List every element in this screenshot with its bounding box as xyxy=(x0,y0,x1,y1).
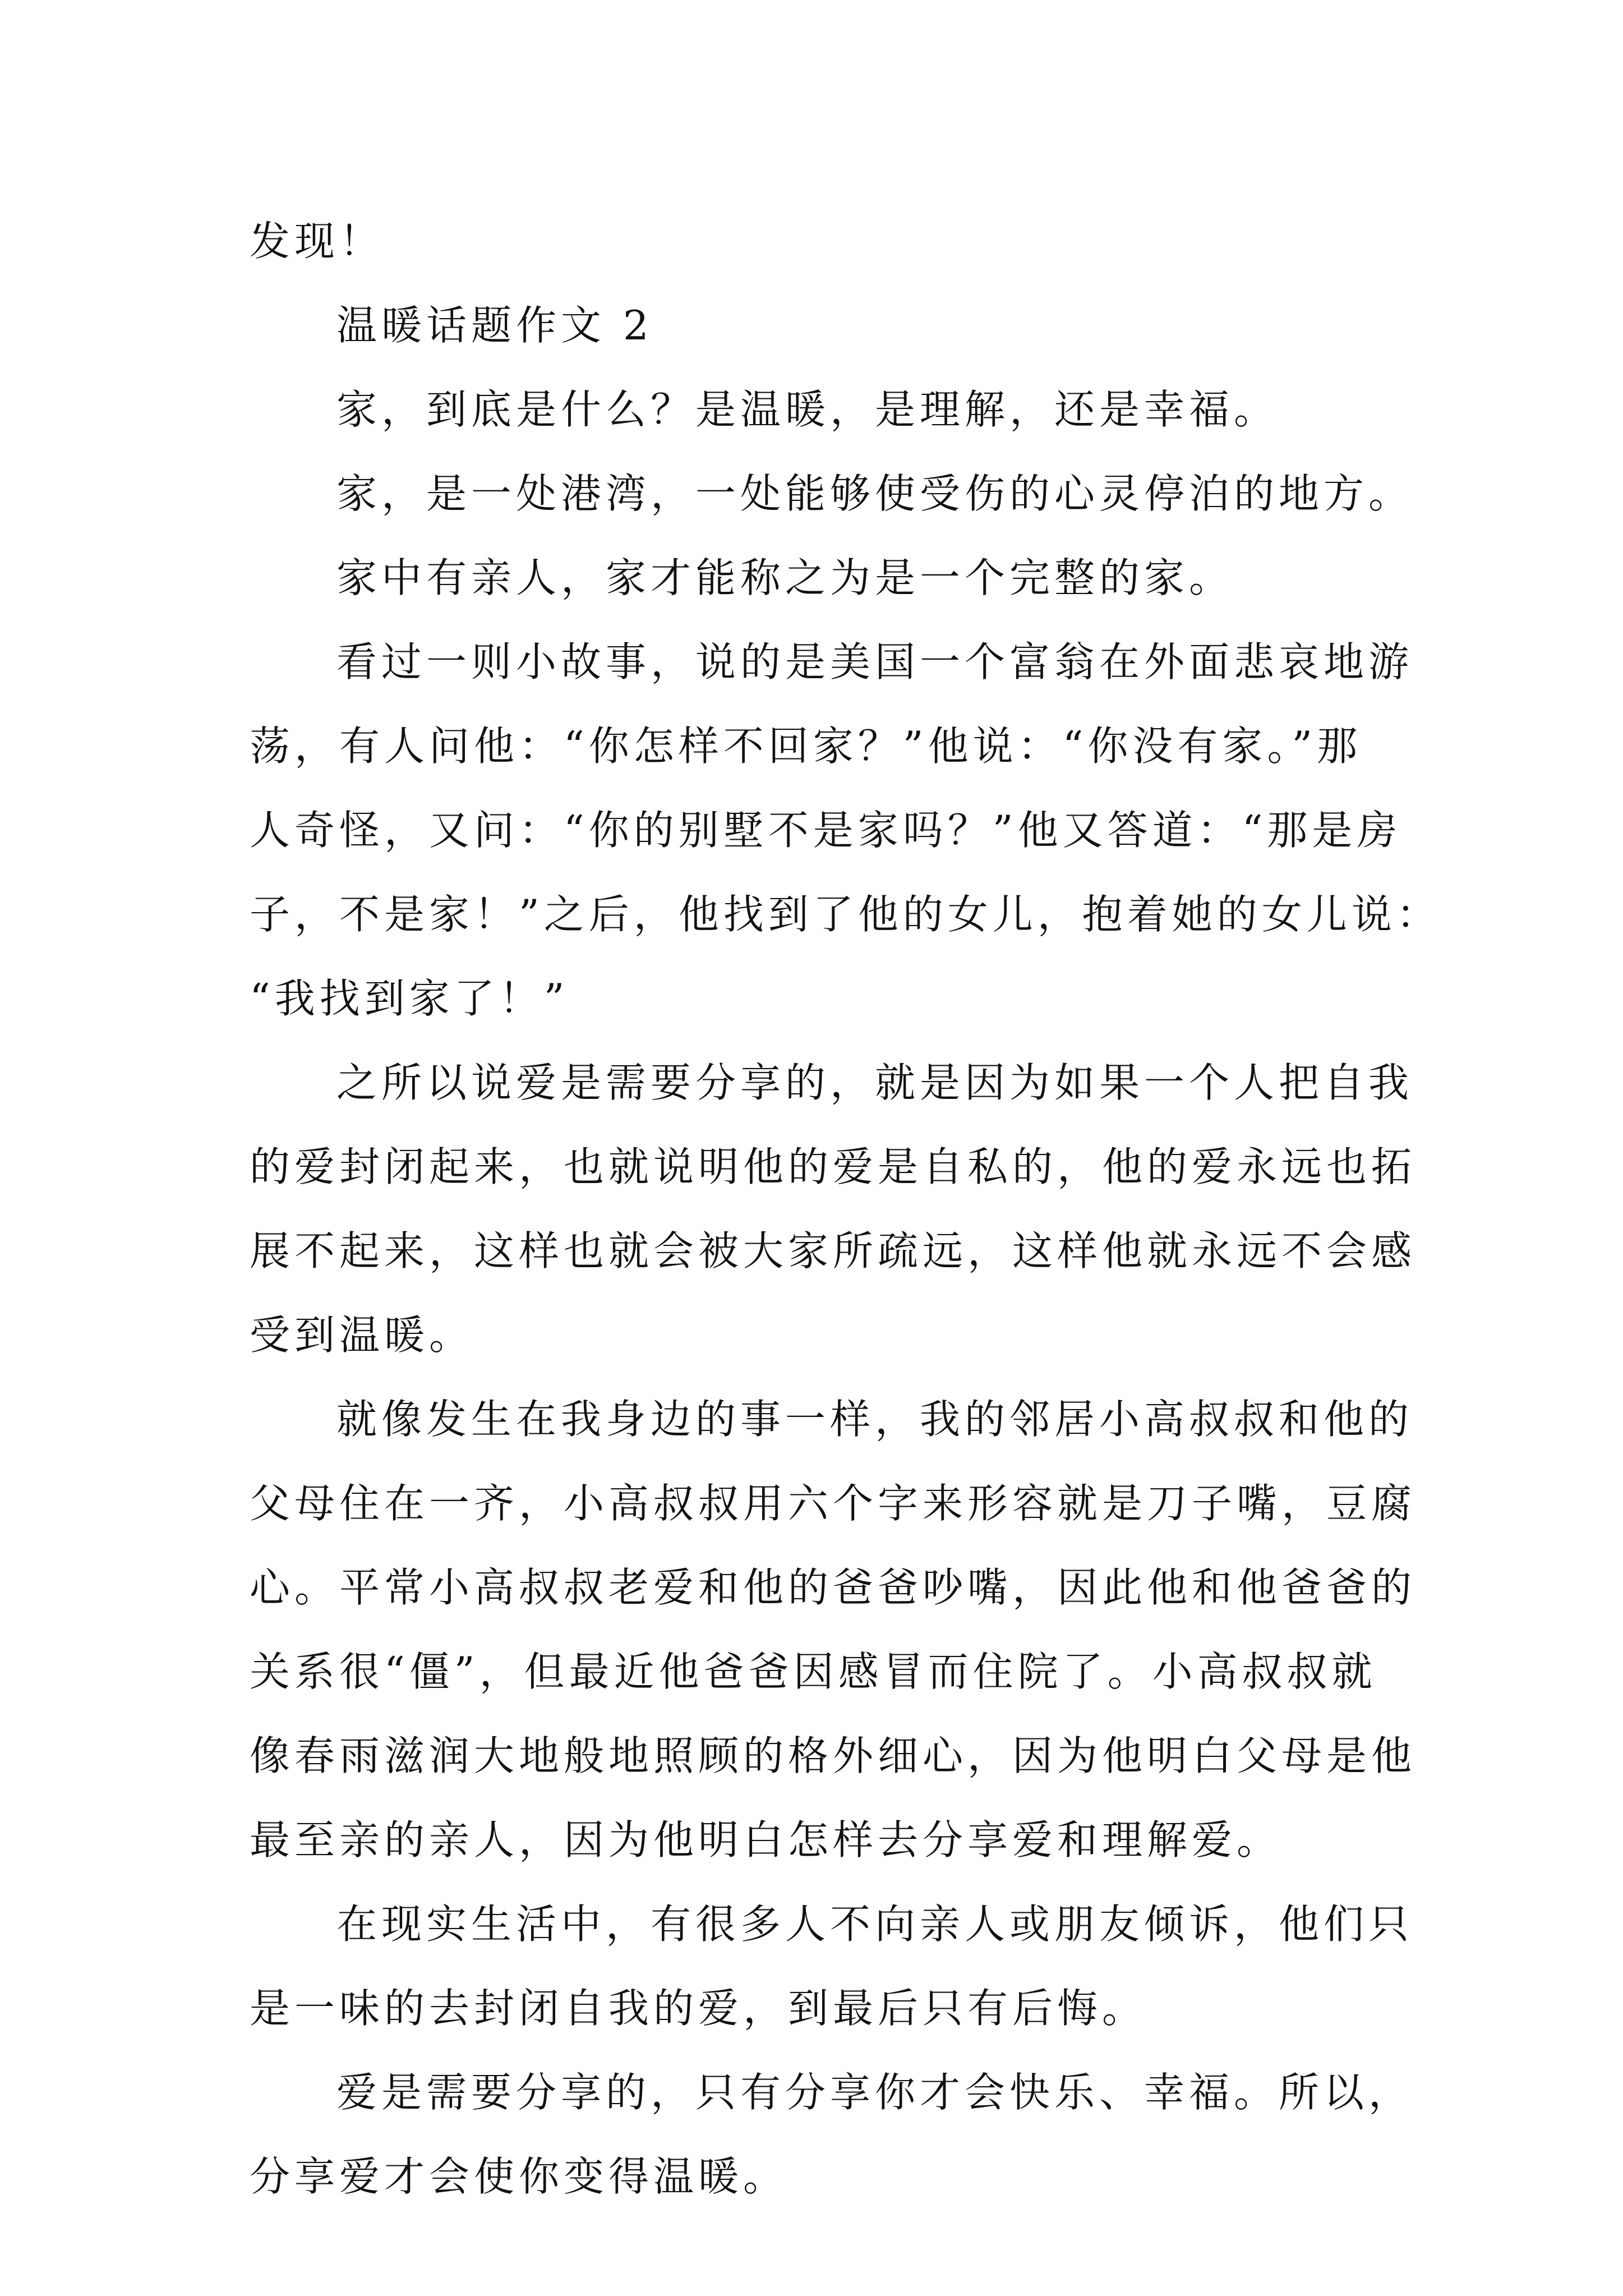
text-line: 爱是需要分享的，只有分享你才会快乐、幸福。所以， xyxy=(336,2069,1414,2116)
text-line: 荡，有人问他：“你怎样不回家？”他说：“你没有家。”那 xyxy=(250,723,1362,770)
text-line: 受到温暖。 xyxy=(250,1312,474,1359)
text-line: 关系很“僵”，但最近他爸爸因感冒而住院了。小高叔叔就 xyxy=(250,1648,1377,1695)
text-line: 展不起来，这样也就会被大家所疏远，这样他就永远不会感 xyxy=(250,1227,1417,1274)
text-line: 像春雨滋润大地般地照顾的格外细心，因为他明白父母是他 xyxy=(250,1732,1417,1779)
text-line: 家，是一处港湾，一处能够使受伤的心灵停泊的地方。 xyxy=(336,470,1414,517)
text-line: 心。平常小高叔叔老爱和他的爸爸吵嘴，因此他和他爸爸的 xyxy=(250,1564,1417,1611)
text-line: 是一味的去封闭自我的爱，到最后只有后悔。 xyxy=(250,1985,1147,2032)
text-line: 人奇怪，又问：“你的别墅不是家吗？”他又答道：“那是房 xyxy=(250,807,1402,854)
text-line: 最至亲的亲人，因为他明白怎样去分享爱和理解爱。 xyxy=(250,1816,1282,1864)
text-line: 父母住在一齐，小高叔叔用六个字来形容就是刀子嘴，豆腐 xyxy=(250,1480,1417,1527)
essay-title: 温暖话题作文 2 xyxy=(336,302,653,349)
text-line: 之所以说爱是需要分享的，就是因为如果一个人把自我 xyxy=(336,1059,1414,1106)
text-line: 家，到底是什么？是温暖，是理解，还是幸福。 xyxy=(336,386,1279,433)
text-line: 发现！ xyxy=(250,218,385,265)
text-line: 看过一则小故事，说的是美国一个富翁在外面悲哀地游 xyxy=(336,638,1414,685)
text-line: 家中有亲人，家才能称之为是一个完整的家。 xyxy=(336,554,1234,601)
text-line: 的爱封闭起来，也就说明他的爱是自私的，他的爱永远也拓 xyxy=(250,1143,1417,1190)
text-line: 分享爱才会使你变得温暖。 xyxy=(250,2153,789,2200)
text-line: “我找到家了！” xyxy=(250,975,569,1022)
text-line: 在现实生活中，有很多人不向亲人或朋友倾诉，他们只 xyxy=(336,1901,1414,1948)
text-line: 子，不是家！”之后，他找到了他的女儿，抱着她的女儿说： xyxy=(250,891,1441,938)
text-line: 就像发生在我身边的事一样，我的邻居小高叔叔和他的 xyxy=(336,1396,1414,1443)
